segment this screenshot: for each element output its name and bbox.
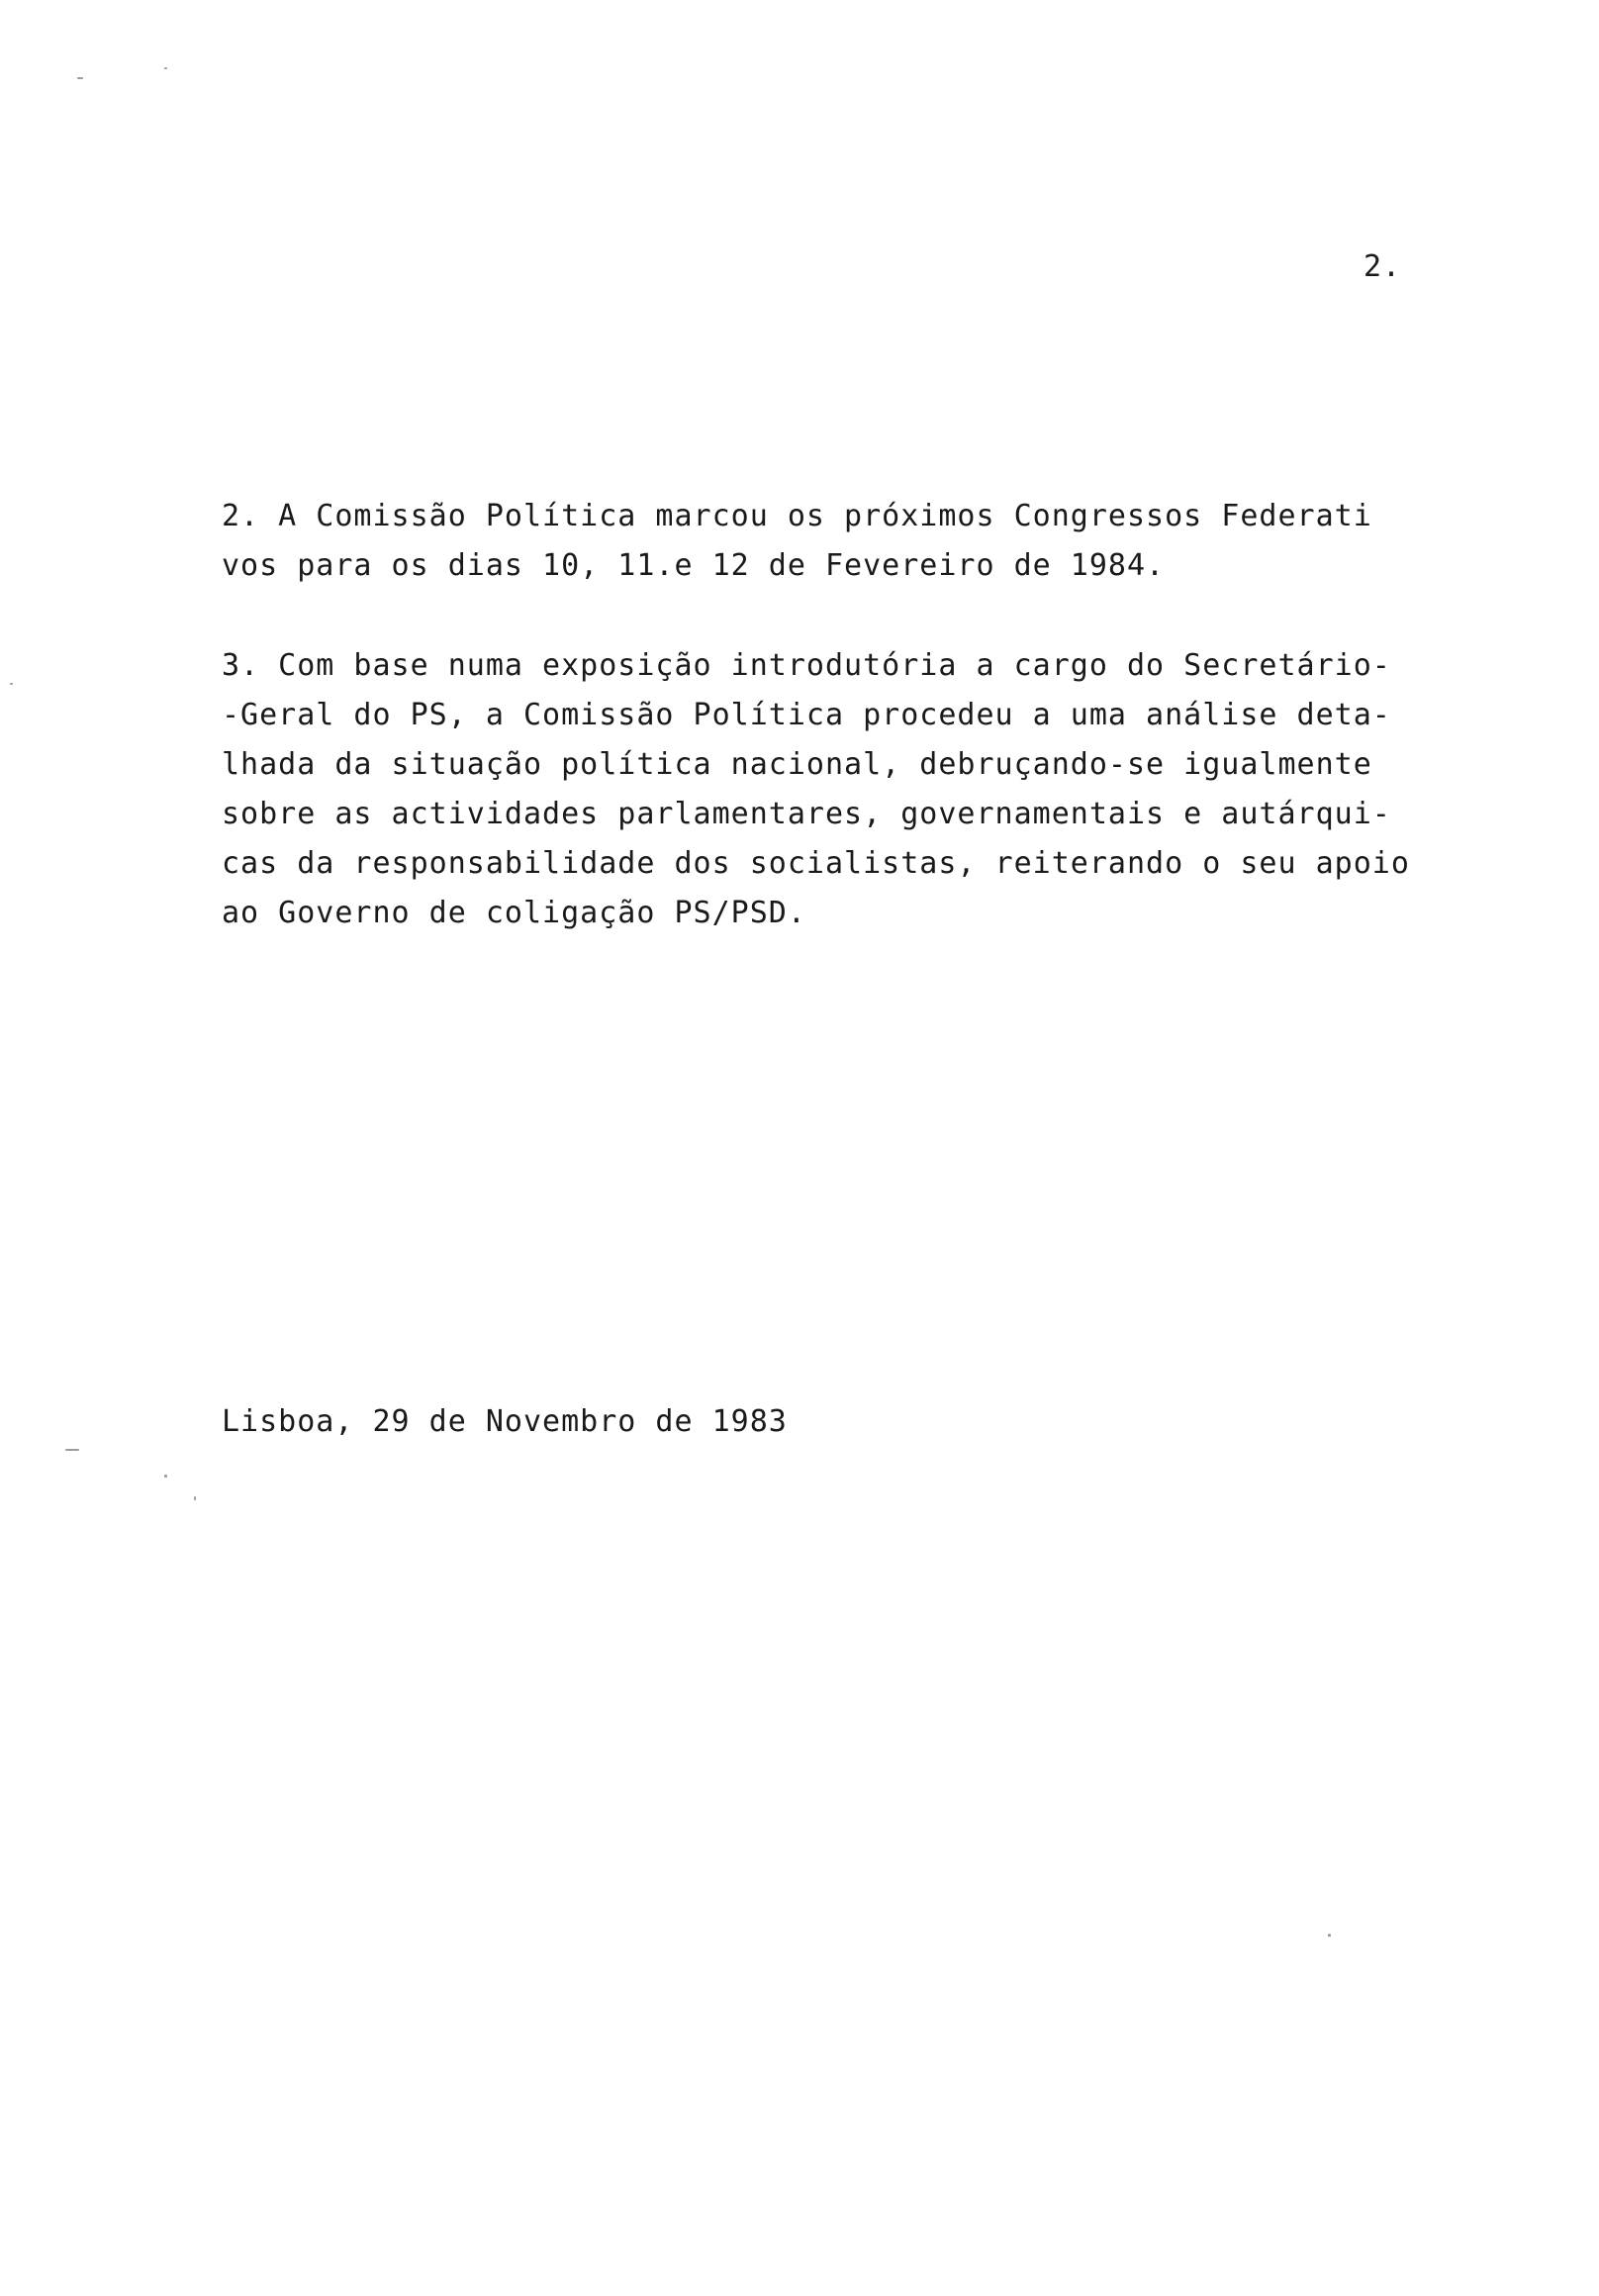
paragraph-line: cas da responsabilidade dos socialistas, reiterando o seu apoio bbox=[222, 846, 1410, 881]
scan-speck bbox=[164, 67, 167, 69]
paragraph-line: -Geral do PS, a Comissão Política procedeu a uma análise deta- bbox=[222, 698, 1391, 732]
page-number: 2. bbox=[1364, 249, 1402, 284]
paragraph-item-3 bbox=[222, 641, 1410, 938]
scan-speck bbox=[194, 1496, 196, 1500]
scan-speck bbox=[65, 1449, 79, 1451]
paragraph-item-2 bbox=[222, 492, 1372, 591]
place-date-signoff: Lisboa, 29 de Novembro de 1983 bbox=[222, 1404, 788, 1439]
paragraph-line: 3. Com base numa exposição introdutória a cargo do Secretário- bbox=[222, 648, 1391, 683]
scan-speck bbox=[10, 683, 13, 685]
scan-speck bbox=[77, 77, 83, 79]
paragraph-line: ao Governo de coligação PS/PSD. bbox=[222, 896, 806, 930]
paragraph-line: sobre as actividades parlamentares, governamentais e autárqui- bbox=[222, 797, 1391, 831]
scan-speck bbox=[164, 1475, 167, 1478]
paragraph-line: vos para os dias 10, 11.e 12 de Fevereiro de 1984. bbox=[222, 548, 1166, 583]
paragraph-line: lhada da situação política nacional, debruçando-se igualmente bbox=[222, 747, 1372, 782]
scan-speck bbox=[1328, 1934, 1331, 1937]
paragraph-line: 2. A Comissão Política marcou os próximos Congressos Federati bbox=[222, 499, 1372, 533]
